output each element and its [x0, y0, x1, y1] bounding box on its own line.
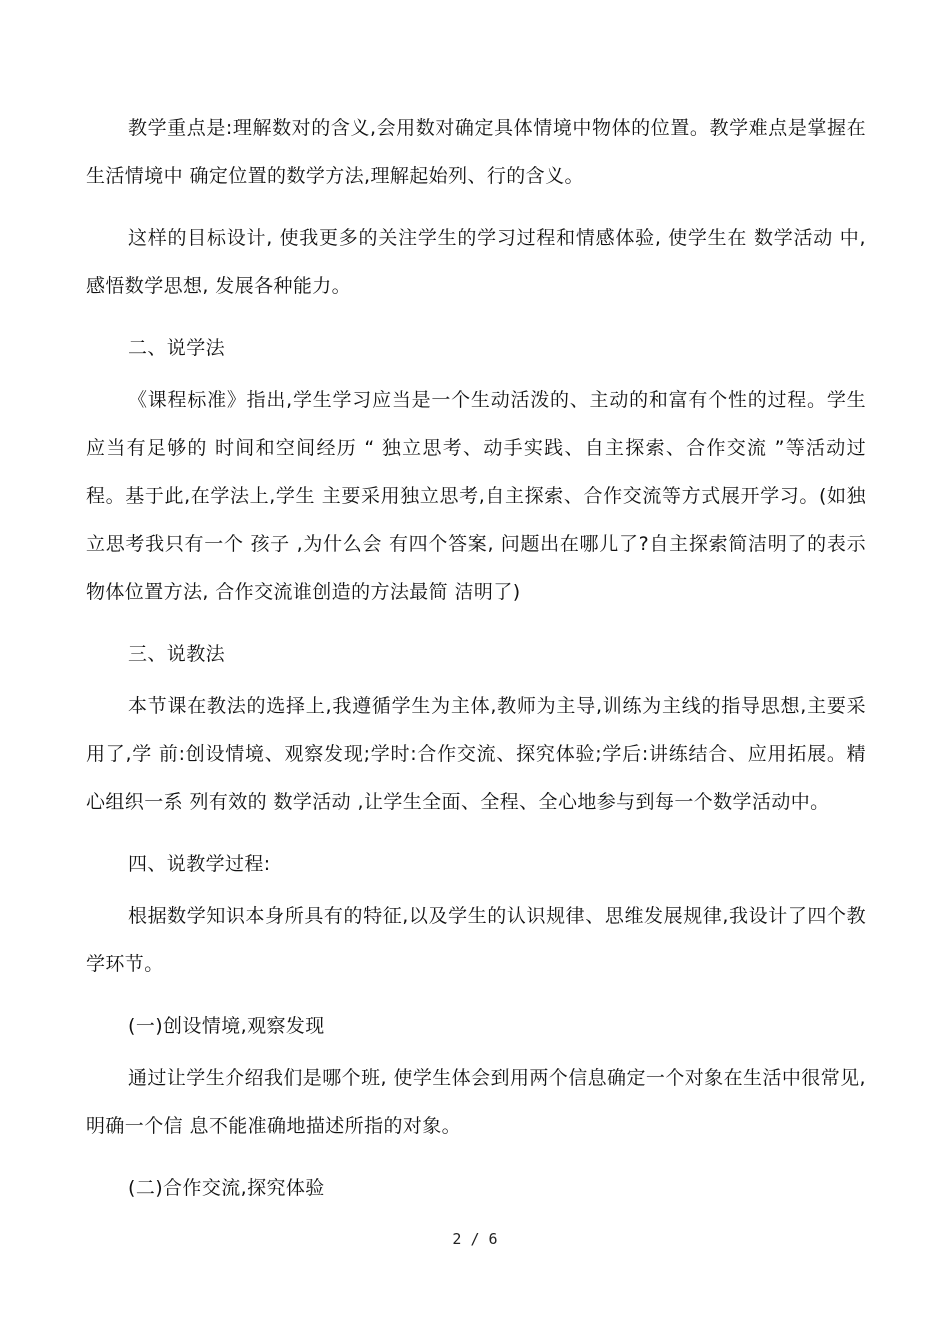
paragraph-curriculum-standard: 《课程标准》指出,学生学习应当是一个生动活泼的、主动的和富有个性的过程。学生应当有足够的 时间和空间经历 “ 独立思考、动手实践、自主探索、合作交流 ”等活动过程。基于此,在学法上,学生 主要采用独立思考,自主探索、合作交流等方式展开学习。(如独立思考我只有一个 孩子 ,为什么会 有四个答案, 问题出在哪儿了?自主探索简洁明了的表示物体位置方法, 合作交流谁创造的方法最简 洁明了): [86, 389, 866, 603]
subheading-create-situation: (一)创设情境,观察发现: [128, 1015, 325, 1037]
heading-learning-method: 二、说学法: [128, 337, 226, 359]
heading-teaching-method: 三、说教法: [128, 643, 226, 665]
page-number: 2 / 6: [452, 1230, 498, 1248]
paragraph-goal-design: 这样的目标设计, 使我更多的关注学生的学习过程和情感体验, 使学生在 数学活动 中, 感悟数学思想, 发展各种能力。: [86, 227, 866, 297]
document-body: [86, 104, 866, 1216]
paragraph-teaching-method: 本节课在教法的选择上,我遵循学生为主体,教师为主导,训练为主线的指导思想,主要采用了,学 前:创设情境、观察发现;学时:合作交流、探究体验;学后:讲练结合、应用拓展。精心组织一系 列有效的 数学活动 ,让学生全面、全程、全心地参与到每一个数学活动中。: [86, 695, 866, 813]
paragraph-teaching-focus: 教学重点是:理解数对的含义,会用数对确定具体情境中物体的位置。教学难点是掌握在生活情境中 确定位置的数学方法,理解起始列、行的含义。: [86, 117, 866, 187]
subheading-cooperative-exchange: (二)合作交流,探究体验: [128, 1177, 325, 1199]
heading-teaching-process: 四、说教学过程:: [128, 853, 271, 875]
paragraph-teaching-stages: 根据数学知识本身所具有的特征,以及学生的认识规律、思维发展规律,我设计了四个教学环节。: [86, 905, 866, 975]
paragraph-class-introduction: 通过让学生介绍我们是哪个班, 使学生体会到用两个信息确定一个对象在生活中很常见, 明确一个信 息不能准确地描述所指的对象。: [86, 1067, 866, 1137]
